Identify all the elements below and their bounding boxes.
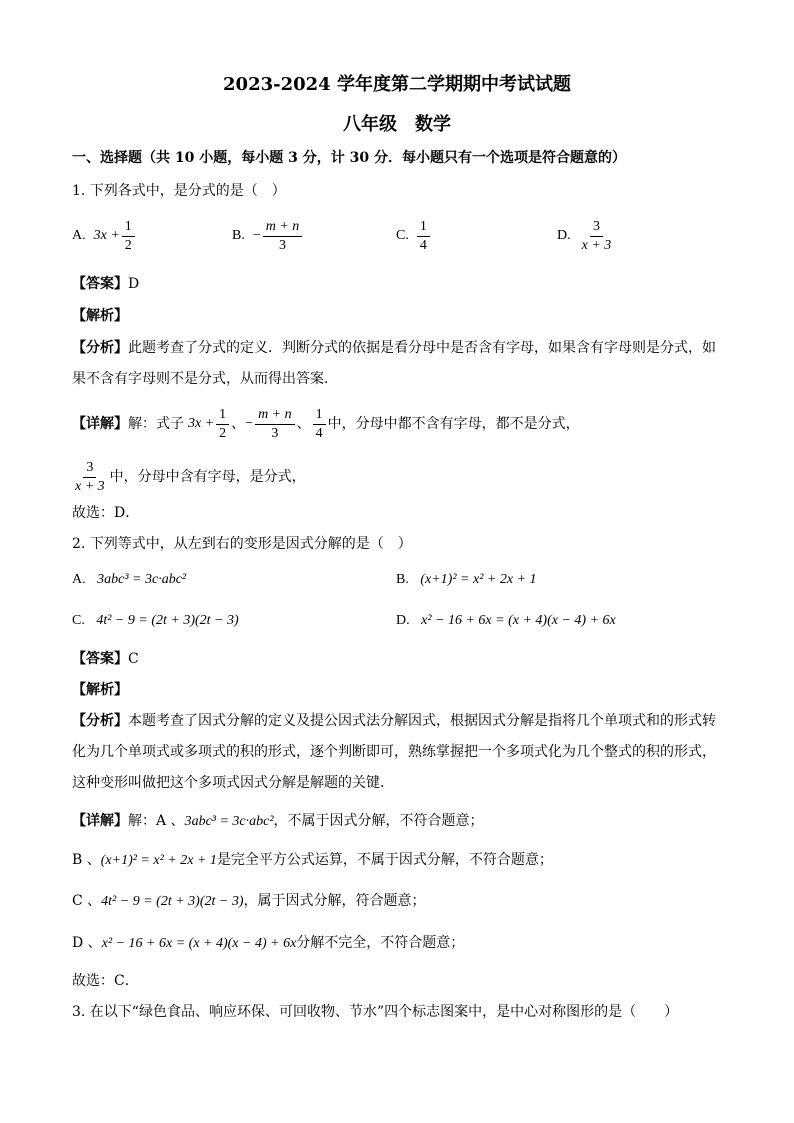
q1-option-a [72,218,137,255]
fraction [417,218,430,255]
fraction [263,218,303,255]
numerator: 3 [590,218,603,237]
q1-option-c [396,218,432,255]
separator: 、 [231,416,246,433]
option-label: D. [557,228,571,244]
q1-analysis-line2: 果不含有字母则不是分式，从而得出答案． [72,371,338,387]
fraction [313,406,326,443]
q2-option-a [72,572,186,589]
q2-analysis [72,713,716,730]
q2-detail-b [72,852,553,870]
denominator: x + 3 [581,238,612,253]
option-label: D. [396,613,410,628]
q2-analysis-line2: 化为几个单项式或多项式的积的形式，逐个判断即可，熟练掌握把一个多项式化为几个整式的积的形式， [72,744,716,760]
q1-option-b [232,218,304,255]
fraction [216,406,229,443]
option-label: B. [232,228,245,244]
q1-conclusion: 故选：D． [72,505,140,521]
denominator: 4 [315,426,323,441]
detail-suffix: ，不属于因式分解，不符合题意； [273,813,484,829]
option-expr: x² − 16 + 6x = (x + 4)(x − 4) + 6x [421,613,616,628]
answer-tag: 【答案】 [72,651,128,667]
question-2-stem: 2. 下列等式中，从左到右的变形是因式分解的是（ ） [72,536,412,552]
detail-suffix: 中，分母中都不含有字母，都不是分式， [327,416,580,433]
q1-explain-tag: 【解析】 [72,308,128,324]
detail-prefix: D 、 [72,935,102,951]
option-label: C. [396,228,409,244]
fraction [72,459,108,496]
numerator: m + n [255,406,295,425]
q1-detail [72,406,580,443]
detail-prefix: 解：A 、 [128,813,185,829]
denominator: x + 3 [75,479,105,494]
q2-conclusion: 故选：C． [72,973,139,989]
option-expr: 3abc³ = 3c·abc² [97,572,187,587]
expr-lead: − [245,416,254,432]
numerator: 1 [216,406,229,425]
section-heading: 一、选择题（共 10 小题，每小题 3 分，计 30 分．每小题只有一个选项是符合题意的） [72,150,626,166]
option-label: A. [72,572,86,587]
question-3-stem: 3. 在以下“绿色食品、响应环保、可回收物、节水”四个标志图案中，是中心对称图形的是（ ） [72,1004,679,1020]
detail-prefix: C 、 [72,893,102,909]
answer-value: C [128,651,139,667]
option-label: A. [72,228,86,244]
analysis-text: 本题考查了因式分解的定义及提公因式法分解因式，根据因式分解是指将几个单项式和的形式转 [128,713,716,729]
numerator: 1 [417,218,430,237]
numerator: m + n [263,218,303,237]
detail-expr: 3abc³ = 3c·abc² [184,814,274,829]
detail-suffix: 是完全平方公式运算，不属于因式分解，不符合题意； [216,852,553,868]
answer-tag: 【答案】 [72,276,128,292]
q2-option-c [72,613,239,630]
detail-suffix: 分解不完全，不符合题意； [296,935,465,951]
fraction [122,218,135,255]
option-expr: (x+1)² = x² + 2x + 1 [420,572,537,587]
answer-value: D [128,276,140,292]
page-subtitle: 八年级 数学 [343,114,451,135]
denominator: 2 [219,426,227,441]
detail-suffix: 中，分母中含有字母，是分式， [109,469,306,486]
q1-detail-2 [72,459,306,496]
detail-prefix: 解：式子 [128,416,184,433]
numerator: 1 [313,406,326,425]
detail-suffix: ，属于因式分解，符合题意； [243,893,426,909]
q2-detail-a [72,813,484,831]
fraction [255,406,295,443]
q2-detail-d [72,935,464,953]
expr-lead: 3x + [188,416,215,432]
expr-lead: − [252,228,261,244]
detail-expr: x² − 16 + 6x = (x + 4)(x − 4) + 6x [101,936,297,951]
denominator: 3 [279,238,287,253]
detail-expr: (x+1)² = x² + 2x + 1 [100,853,217,868]
analysis-text: 此题考查了分式的定义．判断分式的依据是看分母中是否含有字母，如果含有字母则是分式，如 [128,340,716,356]
q2-analysis-line3: 这种变形叫做把这个多项式因式分解是解题的关键． [72,775,394,791]
denominator: 3 [271,426,279,441]
option-label: C. [72,613,85,628]
expr-lead: 3x + [93,228,120,244]
detail-tag: 【详解】 [72,813,128,829]
q2-detail-c [72,893,425,911]
numerator: 3 [83,459,96,478]
separator: 、 [296,416,311,433]
analysis-tag: 【分析】 [72,713,128,729]
detail-tag: 【详解】 [72,416,128,433]
option-expr: 4t² − 9 = (2t + 3)(2t − 3) [96,613,239,628]
option-label: B. [396,572,409,587]
page-title: 2023-2024 学年度第二学期期中考试试题 [223,74,571,95]
q2-option-d [396,613,616,630]
detail-expr: 4t² − 9 = (2t + 3)(2t − 3) [101,894,244,909]
denominator: 2 [124,238,132,253]
numerator: 1 [122,218,135,237]
detail-prefix: B 、 [72,852,101,868]
q1-answer [72,276,139,293]
q2-explain-tag: 【解析】 [72,682,128,698]
q1-option-d [557,218,616,255]
fraction [579,218,615,255]
analysis-tag: 【分析】 [72,340,128,356]
q2-answer [72,651,139,668]
denominator: 4 [419,238,427,253]
q2-option-b [396,572,537,589]
q1-analysis [72,340,716,357]
question-1-stem: 1. 下列各式中，是分式的是（ ） [72,183,286,199]
